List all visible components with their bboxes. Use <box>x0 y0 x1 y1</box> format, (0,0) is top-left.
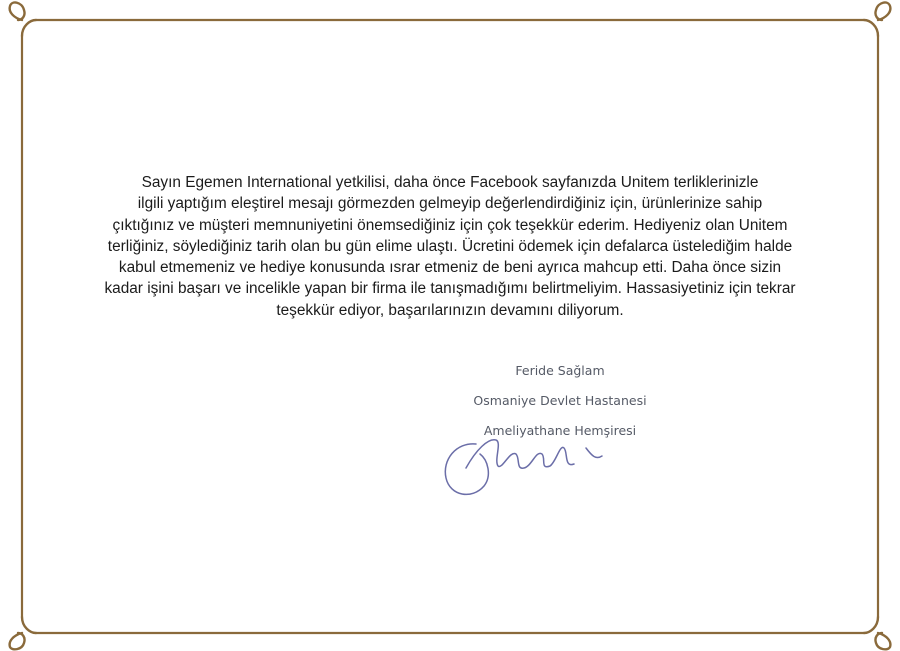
letter-line: kadar işini başarı ve incelikle yapan bir firma ile tanışmadığımı belirtmeliyim. Hassasiyetiniz için tekrar <box>104 280 796 298</box>
corner-curl-top-right <box>864 3 890 36</box>
letter-body <box>40 172 860 321</box>
corner-curl-bottom-right <box>864 617 890 649</box>
letter-line: teşekkür ediyor, başarılarınızın devamını diliyorum. <box>276 301 624 319</box>
signer-title: Ameliyathane Hemşiresi <box>483 423 637 438</box>
signer-institution: Osmaniye Devlet Hastanesi <box>473 393 647 408</box>
letter-line: kabul etmemeniz ve hediye konusunda ısrar etmeniz de beni ayrıca mahcup etti. Daha önce sizin <box>118 259 782 277</box>
signer-name: Feride Sağlam <box>515 363 605 378</box>
corner-curl-top-left <box>10 3 36 36</box>
letter-line: terliğiniz, söylediğiniz tarih olan bu gün elime ulaştı. Ücretini ödemek için defalarca üstelediğim halde <box>107 237 793 255</box>
letter-line: ilgili yaptığım eleştirel mesajı görmezden gelmeyip değerlendirdiğiniz için, ürünlerinize sahip <box>137 195 763 213</box>
corner-curl-bottom-left <box>10 617 36 649</box>
handwritten-signature <box>436 420 616 504</box>
letter-line: çıktığınız ve müşteri memnuniyetini önemsediğiniz için çok teşekkür ederim. Hediyeniz olan Unitem <box>112 216 788 234</box>
letter-line: Sayın Egemen International yetkilisi, daha önce Facebook sayfanızda Unitem terliklerinizle <box>141 174 759 191</box>
